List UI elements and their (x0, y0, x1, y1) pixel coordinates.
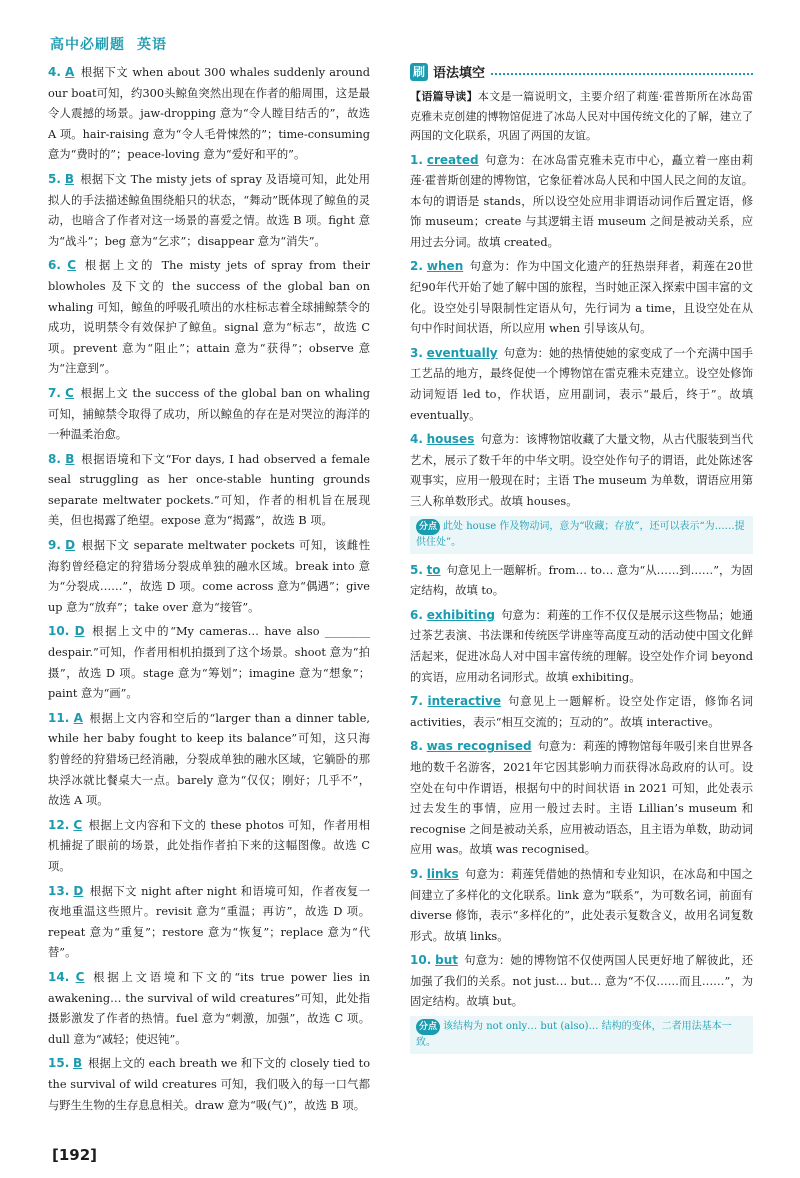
answer-key: A (65, 65, 75, 79)
explanation-text: 根据下文 separate meltwater pockets 可知，该雌性海豹曾经稳定的狩猎场分裂成单独的融水区域。break into 意为“分裂成……”，故选 D 项。come across 意为“偶遇”；give up 意为“放弃”；take over 意为“接管”。 (48, 539, 371, 614)
answer-key: D (74, 624, 85, 639)
answer-item (48, 708, 370, 812)
item-number: 8. (48, 451, 61, 466)
explanation-text: 句意为：莉莲的博物馆每年吸引来自世界各地的数千名游客，2021年它因其影响力而获得冰岛政府的认可。设空处在句中作谓语，根据句中的时间状语 in 2021 可知，此处表示过去发生的事情，应用一般过去时。主语 Lillian’s museum 和 recognise 之间是被动关系，应用被动语态，且主语为单数，助动词应用 was。故填 was recognised。 (410, 740, 753, 857)
answer-item (48, 62, 370, 166)
answer-key: C (73, 817, 83, 832)
item-number: 6. (48, 258, 61, 273)
item-number: 4. (48, 65, 61, 79)
item-number: 6. (410, 607, 423, 622)
answer-key: eventually (426, 345, 498, 360)
tip-text: 此处 house 作及物动词，意为“收藏；存放”，还可以表示“为……提供住处”。 (416, 520, 745, 548)
item-number: 1. (410, 152, 423, 167)
answer-key: created (426, 152, 479, 167)
answer-key: D (65, 538, 76, 553)
explanation-text: 根据上文内容和下文的 these photos 可知，作者用相机捕捉了眼前的场景，此处指作者拍下来的这幅图像。故选 C 项。 (48, 818, 370, 873)
answer-item (48, 967, 370, 1050)
page-header (50, 34, 179, 54)
explanation-text: 句意为：她的博物馆不仅使两国人民更好地了解彼此，还加强了我们的关系。not just… but… 意为“不仅……而且……”，为固定结构。故填 but。 (410, 954, 753, 1009)
answer-item (410, 605, 753, 688)
explanation-text: 句意为：在冰岛雷克雅未克市中心，矗立着一座由莉莲·霍普斯创建的博物馆，它象征着冰岛人民和中国人民之间的友谊。本句的谓语是 stands，所以设空处应用非谓语动词作后置定语，修饰 museum；create 与其逻辑主语 museum 之间是被动关系，应用过去分词。故填 created。 (410, 153, 753, 249)
tip-note (410, 1016, 753, 1054)
answer-key: B (65, 451, 75, 466)
item-number: 7. (410, 694, 423, 709)
item-number: 13. (48, 883, 70, 898)
item-number: 2. (410, 259, 423, 274)
answer-key: B (72, 1056, 83, 1071)
answer-item (410, 256, 753, 339)
section-divider (491, 73, 753, 75)
explanation-text: 句意为：她的热情使她的家变成了一个充满中国手工艺品的地方，最终促使一个博物馆在雷克雅未克建立。设空处修饰动词短语 led to，作状语，应用副词，表示“最后，终于”。故填 eventually。 (410, 346, 753, 422)
answer-item (48, 881, 370, 964)
answer-item (48, 621, 370, 704)
answer-key: interactive (427, 694, 501, 709)
answer-item (410, 691, 753, 733)
answer-key: A (73, 710, 83, 725)
item-number: 7. (48, 385, 61, 400)
page-number-value: 192 (58, 1146, 91, 1164)
explanation-text: 根据下文 when about 300 whales suddenly around our boat可知，约300头鲸鱼突然出现在作者的船周围，这是最令人震撼的场景。jaw-dropping 意为“令人瞠目结舌的”，故选 A 项。hair-raising 意为“令人毛骨悚然的”；time-consuming 意为“费时的”；peace-loving 意为“爱好和平的”。 (48, 66, 370, 162)
answer-item (410, 950, 753, 1013)
tip-badge-icon: 分点 (416, 519, 440, 535)
explanation-text: 根据上文内容和空后的“larger than a dinner table, while her baby fought to keep its balance”可知，这只海豹曾经的狩猎场已经消融，分裂成单独的融水区域，它躺卧的那块浮冰就比餐桌大一点。barely 意为“仅仅；刚好；几乎不”，故选 A 项。 (48, 711, 370, 808)
left-column (48, 62, 370, 1119)
explanation-text: 根据上文的 The misty jets of spray from their blowholes 及下文的 the success of the global ban on whaling 可知，鲸鱼的呼吸孔喷出的水柱标志着全球捕鲸禁令的成功，说明禁令有效保护了鲸鱼。signal 意为“标志”，故选 C 项。prevent 意为“阻止”；attain 意为“获得”；observe 意为“注意到”。 (48, 259, 371, 376)
section-heading (410, 62, 753, 81)
answer-item (48, 1053, 370, 1116)
item-number: 9. (48, 538, 61, 553)
item-number: 8. (410, 739, 423, 754)
answer-item (410, 343, 753, 426)
answer-item (48, 255, 370, 380)
answer-item (48, 535, 370, 618)
explanation-text: 句意为：作为中国文化遗产的狂热崇拜者，莉莲在20世纪90年代开始了她了解中国的旅程，当时她正深入探索中国丰富的文化。设空处引导限制性定语从句，先行词为 a time，且设空处在从句中作时间状语，所以应用 when 引导该从句。 (410, 260, 753, 336)
answer-key: C (65, 385, 74, 400)
answer-key: houses (426, 432, 475, 447)
header-subject: 英语 (137, 37, 167, 53)
guide-label: 【语篇导读】 (410, 90, 478, 103)
item-number: 9. (410, 866, 423, 881)
answer-key: C (67, 258, 77, 273)
answer-item (410, 429, 753, 512)
explanation-text: 根据上文中的“My cameras… have also ________ despair.”可知，作者用相机拍摄到了这个场景。shoot 意为“拍摄”，故选 D 项。stage 意为“筹划”；imagine 意为“想象”；paint 意为“画”。 (48, 625, 370, 701)
item-number: 4. (410, 432, 423, 447)
explanation-text: 根据下文 night after night 和语境可知，作者夜复一夜地重温这些照片。revisit 意为“重温；再访”，故选 D 项。repeat 意为“重复”；restore 意为“恢复”；replace 意为“代替”。 (48, 884, 371, 960)
answer-item (410, 560, 753, 602)
right-column (410, 62, 753, 1060)
page-number: [192] (52, 1146, 98, 1164)
tip-text: 该结构为 not only… but (also)… 结构的变体，二者用法基本一致。 (416, 1021, 732, 1049)
answer-key: to (426, 562, 441, 577)
guide-text: 本文是一篇说明文，主要介绍了莉莲·霍普斯所在冰岛雷克雅未克创建的博物馆促进了冰岛人民对中国传统文化的了解，建立了两国的文化联系，巩固了两国的友谊。 (410, 90, 754, 142)
explanation-text: 句意为：该博物馆收藏了大量文物，从古代服装到当代艺术，展示了数千年的中华文明。设空处作句子的谓语，此处陈述客观事实，应用一般现在时；主语 The museum 为单数，谓语应用第三人称单数形式。故填 houses。 (410, 433, 753, 508)
answer-key: B (64, 171, 74, 186)
answer-item (410, 150, 753, 254)
item-number: 11. (48, 710, 70, 725)
item-number: 12. (48, 817, 70, 832)
item-number: 14. (48, 969, 70, 984)
passage-guide (410, 87, 753, 146)
explanation-text: 根据语境和下文“For days, I had observed a female seal struggling as her once-stable hunting grounds separate meltwater pockets.”可知，作者的相机旨在展现美，但也揭露了绝望。expose 意为“揭露”，故选 B 项。 (48, 452, 370, 528)
answer-key: D (73, 883, 84, 898)
answer-item (48, 169, 370, 252)
answer-key: was recognised (426, 739, 532, 754)
answer-key: exhibiting (426, 607, 495, 622)
answer-key: links (426, 866, 459, 881)
section-badge-icon: 刷 (410, 63, 428, 81)
tip-note (410, 516, 753, 554)
explanation-text: 根据下文 The misty jets of spray 及语境可知，此处用拟人的手法描述鲸鱼围绕船只的状态，“舞动”既体现了鲸鱼的灵动，也暗含了作者对这一场景的喜爱之情。故选 B 项。fight 意为“战斗”；beg 意为“乞求”；disappear 意为“消失”。 (48, 172, 370, 248)
answer-item (48, 815, 370, 878)
item-number: 5. (48, 171, 61, 186)
explanation-text: 句意为：莉莲凭借她的热情和专业知识，在冰岛和中国之间建立了多样化的文化联系。link 意为“联系”，为可数名词，前面有 diverse 修饰，表示“多样化的”，此处表示复数含义，故用名词复数形式。故填 links。 (410, 867, 753, 943)
answer-key: but (435, 953, 458, 968)
item-number: 5. (410, 562, 423, 577)
answer-item (48, 383, 370, 446)
answer-item (410, 736, 753, 861)
tip-badge-icon: 分点 (416, 1019, 440, 1035)
answer-key: C (75, 969, 85, 984)
item-number: 3. (410, 345, 423, 360)
explanation-text: 句意见上一题解析。设空处作定语，修饰名词 activities，表示“相互交流的；互动的”。故填 interactive。 (410, 695, 753, 729)
header-prefix: 高中必刷题 (50, 37, 125, 53)
explanation-text: 根据上文的 each breath we 和下文的 closely tied to the survival of wild creatures 可知，我们吸入的每一口气都与野生生物的生存息息相关。draw 意为“吸(气)”，故选 B 项。 (48, 1057, 371, 1112)
explanation-text: 根据上文 the success of the global ban on whaling 可知，捕鲸禁令取得了成功，所以鲸鱼的存在是对哭泣的海洋的一种温柔治愈。 (48, 386, 371, 442)
item-number: 10. (48, 624, 70, 639)
answer-key: when (426, 259, 464, 274)
explanation-text: 根据上文语境和下文的“its true power lies in awakening… the survival of wild creatures”可知，此处指摄影激发了作者的热情。fuel 意为“刺激，加强”，故选 C 项。dull 意为“减轻；使迟钝”。 (48, 970, 370, 1046)
item-number: 15. (48, 1056, 70, 1071)
answer-item (410, 864, 753, 947)
item-number: 10. (410, 953, 432, 968)
answer-item (48, 449, 370, 532)
explanation-text: 句意见上一题解析。from… to… 意为“从……到……”，为固定结构，故填 to。 (410, 563, 754, 598)
section-title: 语法填空 (433, 66, 486, 81)
explanation-text: 句意为：莉莲的工作不仅仅是展示这些物品；她通过茶艺表演、书法课和传统医学讲座等高度互动的活动使中国文化鲜活起来，促进冰岛人对中国丰富传统的理解。设空处作介词 beyond 的宾语，应用动名词形式。故填 exhibiting。 (410, 608, 753, 684)
